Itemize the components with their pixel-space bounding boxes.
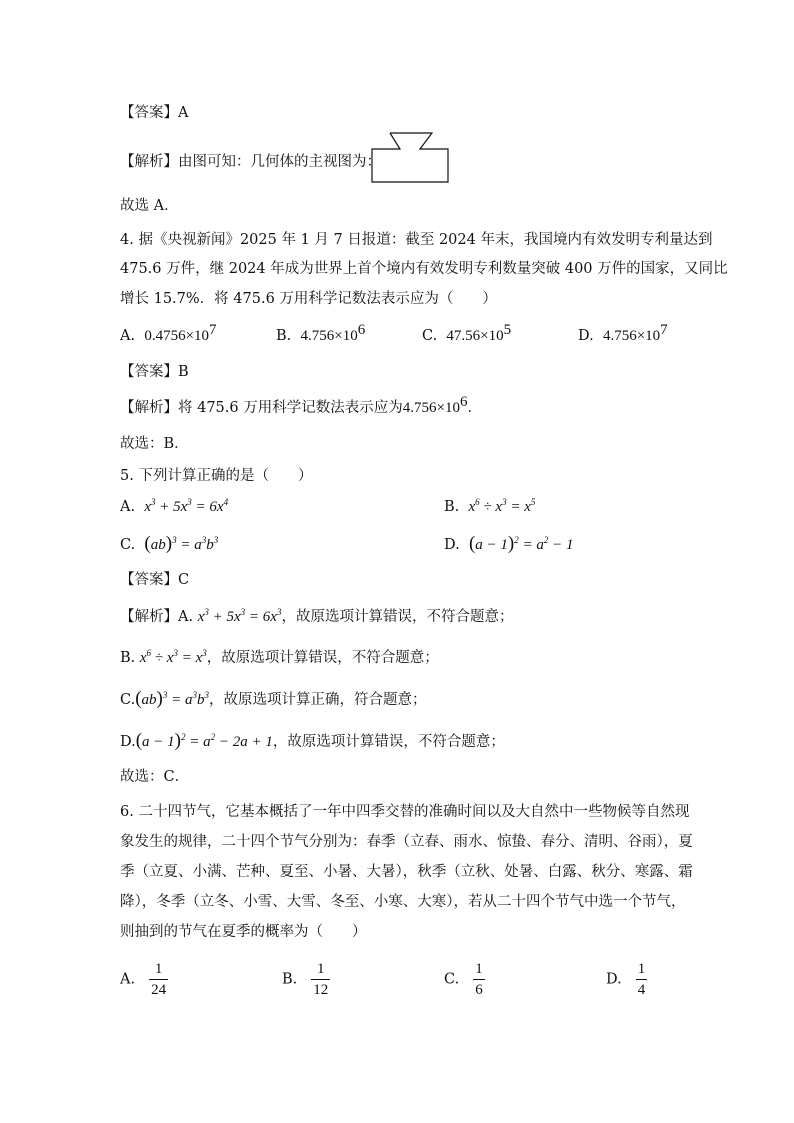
q6-option-b[interactable]: B. $\frac{1}{12}$ (282, 961, 329, 998)
q5-analysis-d: $D.(a - 1)^2 = a^2 - 2a + 1$，故原选项计算错误，不符合题意； (120, 730, 505, 751)
option-value: 47.56×10 (446, 328, 504, 344)
q5-analysis-b: B. $x^6 \div x^3 = x^3$，故原选项计算错误，不符合题意； (120, 648, 439, 666)
answer-value: C (178, 572, 190, 588)
q6-stem-line-4: 降），冬季（立冬、小雪、大雪、冬至、小寒、大寒），若从二十四个节气中选一个节气， (120, 894, 686, 910)
analysis-text: 由图可知：几何体的主视图为： (178, 154, 381, 170)
answer-value: A (178, 105, 189, 121)
q4-option-c[interactable]: C. $47.56\times 10^5$ (422, 322, 512, 344)
q4-answer-line (120, 362, 189, 382)
q4-option-a[interactable]: A. $0.4756\times 10^7$ (120, 322, 217, 344)
q5-conclusion: 故选：C． (120, 769, 190, 785)
option-fraction: $\frac{1}{4}$ (637, 961, 646, 998)
q6-option-d[interactable]: D. $\frac{1}{4}$ (606, 961, 646, 998)
q4-analysis-line: 【解析】将 475.6 万用科学记数法表示应为$4.756\times 10^6$． (120, 394, 482, 416)
option-formula: $(a - 1)^2 = a^2 - 1$ (468, 533, 574, 554)
q3-analysis-line (120, 152, 381, 172)
option-fraction: $\frac{1}{12}$ (313, 961, 329, 998)
analysis-formula: $x^3 + 5x^3 = 6x^3$ (197, 607, 282, 625)
option-value: 4.756×10 (300, 328, 358, 344)
answer-tag: 【答案】 (120, 105, 178, 121)
front-view-figure (370, 132, 450, 184)
q5-option-c[interactable]: C. $(ab)^3 = a^3b^3$ (120, 533, 219, 554)
q6-option-a[interactable]: A. $\frac{1}{24}$ (120, 961, 167, 998)
q3-answer-line (120, 103, 188, 123)
q5-option-b[interactable]: B. $x^6 \div x^3 = x^5$ (444, 497, 536, 515)
q5-stem: 5. 下列计算正确的是（ ） (120, 468, 313, 484)
q4-stem-line-1: 4. 据《央视新闻》2025 年 1 月 7 日报道：截至 2024 年末，我国境内有效发明专利量达到 (120, 232, 713, 248)
answer-tag: 【答案】 (120, 364, 178, 380)
option-formula: $x^6 \div x^3 = x^5$ (468, 497, 536, 515)
q4-option-d[interactable]: D. $4.756\times 10^7$ (578, 322, 668, 344)
option-formula: $(ab)^3 = a^3b^3$ (144, 533, 219, 554)
option-formula: $x^3 + 5x^3 = 6x^4$ (144, 497, 229, 515)
analysis-tag: 【解析】 (120, 400, 178, 416)
analysis-text: 将 475.6 万用科学记数法表示应为 (178, 400, 403, 416)
analysis-formula: $(a - 1)^2 = a^2 - 2a + 1$ (135, 730, 273, 751)
analysis-formula: $(ab)^3 = a^3b^3$ (135, 688, 209, 709)
q6-stem-line-3: 季（立夏、小满、芒种、夏至、小暑、大暑），秋季（立秋、处暑、白露、秋分、寒露、霜 (120, 864, 693, 880)
q4-option-b[interactable]: B. $4.756\times 10^6$ (276, 322, 366, 344)
answer-tag: 【答案】 (120, 572, 178, 588)
analysis-mantissa: 4.756×10 (402, 400, 460, 416)
answer-value: B (178, 364, 189, 380)
analysis-formula: $x^6 \div x^3 = x^3$ (139, 648, 207, 666)
q3-conclusion: 故选 A． (120, 198, 179, 214)
q6-stem-line-1: 6. 二十四节气，它基本概括了一年中四季交替的准确时间以及大自然中一些物候等自然现 (120, 804, 690, 820)
q5-answer-line (120, 570, 189, 590)
q6-stem-line-5: 则抽到的节气在夏季的概率为（ ） (120, 924, 367, 940)
q4-conclusion: 故选：B． (120, 436, 189, 452)
option-fraction: $\frac{1}{24}$ (151, 961, 167, 998)
q5-option-d[interactable]: D. $(a - 1)^2 = a^2 - 1$ (444, 533, 574, 554)
q6-option-c[interactable]: C. $\frac{1}{6}$ (444, 961, 483, 998)
q4-stem-line-2: 475.6 万件，继 2024 年成为世界上首个境内有效发明专利数量突破 400 万件的国家，又同比 (120, 261, 728, 277)
q5-analysis-a: 【解析】A. $x^3 + 5x^3 = 6x^3$，故原选项计算错误，不符合题意； (120, 607, 514, 625)
option-value: 4.756×10 (602, 328, 661, 344)
option-value: 0.4756×10 (144, 328, 210, 344)
q6-stem-line-2: 象发生的规律，二十四个节气分别为：春季（立春、雨水、惊蛰、春分、清明、谷雨），夏 (120, 834, 693, 850)
analysis-tag: 【解析】 (120, 609, 178, 625)
option-fraction: $\frac{1}{6}$ (475, 961, 483, 998)
analysis-tag: 【解析】 (120, 154, 178, 170)
q4-stem-line-3: 增长 15.7%．将 475.6 万用科学记数法表示应为（ ） (120, 291, 497, 307)
q5-analysis-c: $C.(ab)^3 = a^3b^3$，故原选项计算正确，符合题意； (120, 688, 427, 709)
q5-option-a[interactable]: A. $x^3 + 5x^3 = 6x^4$ (120, 497, 229, 515)
